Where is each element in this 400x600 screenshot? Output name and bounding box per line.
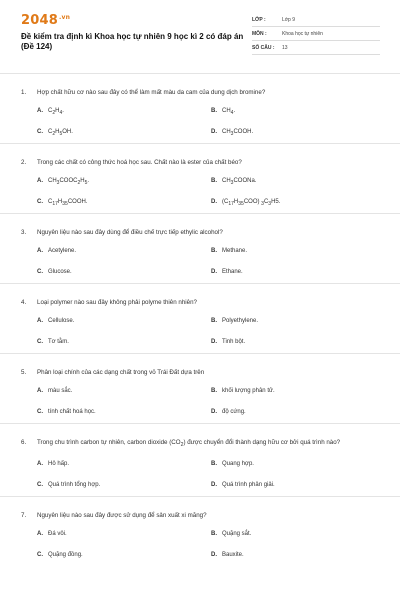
option-text: Đá vôi. [48,531,67,538]
question-list [0,73,400,566]
option-letter: D. [211,409,217,415]
option-text: Polyethylene. [222,318,259,324]
question-text: Nguyên liệu nào sau đây dùng để điều chế trực tiếp ethylic alcohol? [37,229,223,236]
answer-options [21,524,386,566]
option-letter: A. [37,178,43,184]
question-block [0,353,400,423]
option-text: Quá trình phân giải. [222,482,275,489]
meta-value: Lớp 9 [282,13,380,27]
question-stem [21,224,386,241]
answer-option[interactable] [211,454,385,475]
option-letter: D. [211,339,217,345]
option-text: Hô hấp. [48,461,70,468]
question-block [0,283,400,353]
answer-option[interactable] [211,262,385,283]
question-stem [21,84,386,101]
option-text: độ cứng. [222,409,246,415]
option-text: khối lượng phân tử. [222,388,275,394]
option-letter: D. [211,552,217,559]
option-text: Bauxite. [222,552,244,559]
answer-option[interactable] [37,332,211,353]
answer-option[interactable] [211,241,385,262]
question-text: Loại polymer nào sau đây không phải polyme thiên nhiên? [37,299,197,306]
option-letter: C. [37,129,43,135]
answer-option[interactable] [211,381,385,402]
option-letter: A. [37,531,43,538]
answer-option[interactable] [37,262,211,283]
option-text: Ethane. [222,269,243,275]
option-text: Quá trình tổng hợp. [48,482,101,489]
question-number: 4. [21,299,27,306]
answer-option[interactable] [211,122,385,143]
option-text: Acetylene. [48,248,77,254]
question-stem [21,294,386,311]
option-text: $CH_3COOH$. [222,129,254,138]
answer-option[interactable] [211,192,385,213]
meta-key: SỐ CÂU : [252,41,282,55]
answer-option[interactable] [211,402,385,423]
answer-option[interactable] [211,475,385,496]
option-letter: A. [37,461,43,468]
answer-option[interactable] [211,524,385,545]
answer-options [21,454,386,496]
option-text: Cellulose. [48,318,75,324]
meta-row-class [252,13,380,27]
option-letter: C. [37,269,43,275]
option-text: Quặng đồng. [48,552,83,559]
answer-option[interactable] [37,402,211,423]
option-text: Tinh bột. [222,339,246,345]
answer-option[interactable] [37,545,211,566]
option-text: $CH_3COOC_2H_5$. [48,178,90,187]
answer-options [21,381,386,423]
option-letter: A. [37,248,43,254]
answer-option[interactable] [211,171,385,192]
option-text: $C_2H_4$. [48,108,64,117]
option-text: $C_{17}H_{35}COOH$. [48,199,88,208]
option-letter: C. [37,552,43,559]
option-text: Tơ tằm. [48,339,69,345]
logo-text: 2048 [21,13,58,28]
option-letter: D. [211,199,217,205]
question-stem [21,434,386,454]
question-number: 5. [21,369,27,376]
option-letter: B. [211,318,217,324]
meta-value: Khoa học tự nhiên [282,27,380,41]
option-letter: B. [211,178,217,184]
exam-meta-table [252,13,380,55]
question-number: 3. [21,229,27,236]
question-number: 7. [21,512,27,520]
logo-tld: .vn [58,13,71,21]
option-text: $C_2H_5OH$. [48,129,73,138]
question-text: Nguyên liệu nào sau đây được sử dụng để sản xuất xi măng? [37,512,207,520]
question-block [0,423,400,496]
option-text: $(C_{17}H_{35}COO)$ $_3C_3H5$. [222,199,281,208]
question-stem [21,364,386,381]
answer-option[interactable] [211,101,385,122]
answer-option[interactable] [211,545,385,566]
option-text: Glucose. [48,269,72,275]
question-text: Trong chu trình carbon tự nhiên, carbon dioxide $(CO_2)$ được chuyển đổi thành dạng hữu cơ bởi quá trình nào? [37,439,341,449]
option-letter: C. [37,199,43,205]
meta-key: LỚP : [252,13,282,27]
answer-options [21,101,386,143]
question-block [0,213,400,283]
answer-options [21,171,386,213]
site-logo[interactable] [21,13,70,28]
answer-options [21,311,386,353]
question-text: Phân loại chính của các dạng chất trong vỏ Trái Đất dựa trên [37,369,205,376]
answer-option[interactable] [37,454,211,475]
option-text: tính chất hoá học. [48,409,96,415]
answer-option[interactable] [37,101,211,122]
answer-option[interactable] [37,241,211,262]
answer-option[interactable] [37,381,211,402]
question-stem [21,154,386,171]
option-letter: B. [211,388,217,394]
question-number: 6. [21,439,27,446]
question-stem [21,507,386,524]
option-letter: D. [211,269,217,275]
option-letter: B. [211,461,217,468]
meta-row-count [252,41,380,55]
option-letter: C. [37,409,43,415]
option-letter: C. [37,482,43,489]
answer-options [21,241,386,283]
option-letter: C. [37,339,43,345]
answer-option[interactable] [37,122,211,143]
option-letter: A. [37,108,43,114]
question-block [0,496,400,566]
answer-option[interactable] [211,332,385,353]
option-text: $CH_4$. [222,108,236,117]
question-block [0,143,400,213]
question-text: Trong các chất có công thức hoá học sau. Chất nào là ester của chất béo? [37,159,242,166]
question-block [0,73,400,143]
option-text: $CH_3COONa$. [222,178,257,187]
question-text: Hợp chất hữu cơ nào sau đây có thể làm mất màu da cam của dung dịch bromine? [37,89,266,96]
option-letter: A. [37,388,43,394]
answer-option[interactable] [37,524,211,545]
option-letter: B. [211,248,217,254]
option-text: Quang hợp. [222,461,254,468]
meta-row-subject [252,27,380,41]
option-text: Quặng sắt. [222,531,252,538]
question-number: 2. [21,159,27,166]
option-text: Methane. [222,248,248,254]
answer-option[interactable] [37,171,211,192]
option-text: màu sắc. [48,388,73,394]
answer-option[interactable] [37,311,211,332]
option-letter: B. [211,531,217,538]
answer-option[interactable] [37,192,211,213]
page-title: Đề kiểm tra định kì Khoa học tự nhiên 9 học kì 2 có đáp án (Đề 124) [21,32,244,51]
option-letter: A. [37,318,43,324]
option-letter: B. [211,108,217,114]
question-number: 1. [21,89,27,96]
answer-option[interactable] [211,311,385,332]
meta-key: MÔN : [252,27,282,41]
option-letter: D. [211,482,217,489]
answer-option[interactable] [37,475,211,496]
option-letter: D. [211,129,217,135]
meta-value: 13 [282,41,380,55]
